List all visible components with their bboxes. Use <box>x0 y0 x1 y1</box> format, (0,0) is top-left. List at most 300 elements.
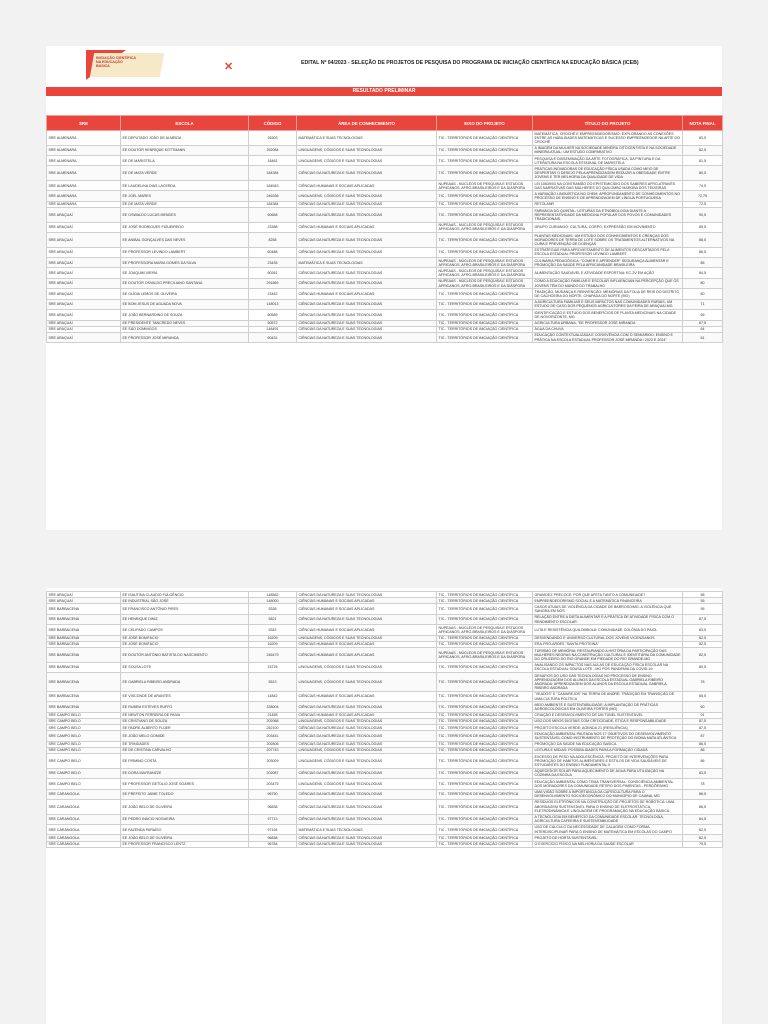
table-cell: 80 <box>683 278 723 288</box>
table-cell: 86,5 <box>683 233 723 248</box>
table-row <box>47 299 723 309</box>
table-cell: EE CELIPADO CAMPOS <box>121 625 249 635</box>
table-cell: TIC - TERRITÓRIOS DE INICIAÇÃO CIENTÍFICA <box>437 702 533 712</box>
table-cell: 72,5 <box>683 201 723 207</box>
table-cell: "VEADOS" E "CAMAREJOS" NA TERRA DE ANDRÉ: TRADIÇÃO EM TRANSIÇÃO DE UMA CULTURA POLÍTICA <box>533 691 683 701</box>
table-cell: 60572 <box>249 320 297 326</box>
table-cell: SRE ALMENARA <box>47 131 121 146</box>
table-cell: SRE ARAÇUAÍ <box>47 299 121 309</box>
table-cell: EE FIRMINO COSTA <box>121 754 249 769</box>
table-cell: CIÊNCIAS DA NATUREZA E SUAS TECNOLOGIAS <box>297 166 437 181</box>
table-cell: CIÊNCIAS DA NATUREZA E SUAS TECNOLOGIAS <box>297 208 437 223</box>
table-cell: CIÊNCIAS HUMANAS E SOCIAIS APLICADAS <box>297 222 437 232</box>
table-cell: 5513 <box>249 673 297 692</box>
table-cell: MATEMÁTICA E SUAS TECNOLOGIAS <box>297 258 437 268</box>
table-cell: A IMAGEM DA MULHER NA SOCIEDADE MINEIRA OITOCENTISTA E NA SOCIEDADE MINEIRA ATUAL: UM ESTUDO COMPARATIVO <box>533 145 683 155</box>
table-cell: 60261 <box>249 268 297 278</box>
table-cell: MEIO AMBIENTE E SUSTENTABILIDADE: A IMPLANTAÇÃO DE PRÁTICAS AGROECOLÓGICAS EM OLIVEIRA FORTES (MG) <box>533 702 683 712</box>
table-cell: TIC - TERRITÓRIOS DE INICIAÇÃO CIENTÍFICA <box>437 718 533 724</box>
table-cell: 60589 <box>249 310 297 320</box>
table-cell: 14842 <box>249 691 297 701</box>
table-cell: DESAFIOS DO USO DAS TECNOLOGIAS NO PROCESSO DE ENSINO APRENDIZAGEM DOS ALUNOS DA ESCOLA ESTADUAL GABRIELA RIBEIRO ANDRADA: APRENDIZAGEM DOS ALUNOS DA ESCOLA ESTADUAL GABRIELA RIBEIRO ANDRADA <box>533 673 683 692</box>
table-cell: COMO A EDUCAÇÃO FAMILIAR E ESCOLAR INFLUENCIAM NA PERCEPÇÃO QUE OS JOVENS TÊM DO MUNDO DO TRABALHO <box>533 278 683 288</box>
table-cell: CIÊNCIAS DA NATUREZA E SUAS TECNOLOGIAS <box>297 741 437 747</box>
table-cell: TIC - TERRITÓRIOS DE INICIAÇÃO CIENTÍFICA <box>437 635 533 641</box>
table-cell: SRE ALMENARA <box>47 156 121 166</box>
table-cell: TIC - TERRITÓRIOS DE INICIAÇÃO CIENTÍFICA <box>437 691 533 701</box>
table-cell: 90,5 <box>683 208 723 223</box>
table-cell: 86,5 <box>683 799 723 814</box>
table-cell: CIÊNCIAS DA NATUREZA E SUAS TECNOLOGIAS <box>297 332 437 342</box>
table-cell: LEI 10639/03 NA CONTRAMÃO DO EPISTEMICÍDIO DOS SABERES AFRO-ATRAVÉS DAS NARRATIVAS DAS MULHERES DO QUILOMBO MAROBA DOS TEIXEIRAS <box>533 181 683 191</box>
table-cell: TIC - TERRITÓRIOS DE INICIAÇÃO CIENTÍFICA <box>437 131 533 146</box>
table-cell: 18481 <box>249 156 297 166</box>
table-cell: 60658 <box>249 208 297 223</box>
table-cell: 246479 <box>249 648 297 663</box>
table-row <box>47 799 723 814</box>
table-cell: PLANTAS MEDICINAIS: UM ESTUDO DOS CONHECIMENTOS E CRENÇAS DOS MORADORES DE TERRA DE LOTE SOBRE OS TRATAMENTOS ALTERNATIVOS NA CURA E PREVENÇÃO DE DOENÇAS <box>533 233 683 248</box>
table-row <box>47 191 723 201</box>
table-cell: EE JOAQUIM VIEIRA <box>121 268 249 278</box>
table-cell: CIÊNCIAS DA NATUREZA E SUAS TECNOLOGIAS <box>297 201 437 207</box>
table-cell: SRE CAMPO BELO <box>47 768 121 778</box>
table-cell: TURISMO DE MEMÓRIA: RESTAURANDO A HISTÓRIA DA PARTICIPAÇÃO DAS MULHERES NEGRAS NA CONSTRUÇÃO CULTURAL E IDENTITÁRIA DA COMUNIDADE DO CRUZEIRO DO RIO GRANDE EM PIEDADE DO RIO GRANDE-MG <box>533 648 683 663</box>
table-cell: SRE CAMPO BELO <box>47 731 121 741</box>
table-cell: SRE ARAÇUAÍ <box>47 268 121 278</box>
table-cell: EE PROFESSOR LEVINDO LAMBERT <box>121 247 249 257</box>
table-cell: 82,5 <box>683 635 723 641</box>
table-row <box>47 145 723 155</box>
table-cell: RELAÇÃO ENTRE A DIETA ALIMENTAR E A PRÁTICA DE ATIVIDADE FÍSICA COM O RENDIMENTO ESCOLAR <box>533 614 683 624</box>
table-cell: CIÊNCIAS HUMANAS E SOCIAIS APLICADAS <box>297 289 437 299</box>
table-cell: EDUCAÇÃO AMBIENTAL PAUTADA NOS 17 OBJETIVOS DO DESENVOLVIMENTO SUSTENTÁVEL COMO INSTRUMENTO DE PROTEÇÃO DO BIOMA MATA ATLÂNTICA <box>533 731 683 741</box>
table-cell: TIC - TERRITÓRIOS DE INICIAÇÃO CIENTÍFICA <box>437 673 533 692</box>
table-cell: 84,5 <box>683 814 723 824</box>
table-cell: NUPEAAS - NÚCLEOS DE PESQUISA E ESTUDOS AFRICANOS, AFRO-BRASILEIROS E DA DIÁSPORA <box>437 648 533 663</box>
table-cell: SRE CAMPO BELO <box>47 747 121 753</box>
table-cell: 60431 <box>249 332 297 342</box>
table-cell: EE PEDRO INÁCIO NOGUEIRA <box>121 814 249 824</box>
table-cell: 184384 <box>249 201 297 207</box>
table-cell: EE DORA MAYRANZZE <box>121 768 249 778</box>
table-cell: TIC - TERRITÓRIOS DE INICIAÇÃO CIENTÍFICA <box>437 166 533 181</box>
table-cell: NUPEAAS - NÚCLEOS DE PESQUISA E ESTUDOS AFRICANOS, AFRO-BRASILEIROS E DA DIÁSPORA <box>437 268 533 278</box>
table-cell: NUPEAAS - NÚCLEOS DE PESQUISA E ESTUDOS AFRICANOS, AFRO-BRASILEIROS E DA DIÁSPORA <box>437 181 533 191</box>
table-cell: SRE ARAÇUAÍ <box>47 289 121 299</box>
table-cell: TIC - TERRITÓRIOS DE INICIAÇÃO CIENTÍFICA <box>437 233 533 248</box>
table-cell: 8258 <box>249 233 297 248</box>
table-cell: 21458 <box>249 712 297 718</box>
table-cell: EDUCAÇÃO CONTEXTUALIZADA E CONVIVÊNCIA COM O SEMIÁRIDO: ENSINO E PRÁTICA NA ESCOLA ESTADUAL PROFESSOR JOSÉ MIRANDA / 2023 E 2024" <box>533 332 683 342</box>
table-cell: 148582 <box>249 592 297 598</box>
table-cell: 5338 <box>249 604 297 614</box>
table-cell: 16209 <box>249 635 297 641</box>
table-cell: TIC - TERRITÓRIOS DE INICIAÇÃO CIENTÍFICA <box>437 326 533 332</box>
table-header-row <box>47 116 723 131</box>
table-cell: 96838 <box>249 799 297 814</box>
table-cell: LUTA E RESISTÊNCIA QUILOMBOLA: COMUNIDADE COLÔNIA DO PAIOL <box>533 625 683 635</box>
table-cell: EXCESSO DE PESO NA ADOLESCÊNCIA: PROJETO DE INTERVENÇÕES PARA PROMOÇÃO DE HÁBITOS ALIMENTARES E ESTILOS DE VIDA SAUDÁVEIS DE ESTUDANTES DO ENSINO FUNDAMENTAL II <box>533 754 683 769</box>
table-cell: EE VISCONDE DE ARANTES <box>121 691 249 701</box>
table-cell: TIC - TERRITÓRIOS DE INICIAÇÃO CIENTÍFICA <box>437 731 533 741</box>
table-cell: LEITURA E MÍDIAS: POSSIBILIDADES PARA A FORMAÇÃO CIDADÃ <box>533 747 683 753</box>
table-cell: NUPEAAS - NÚCLEOS DE PESQUISA E ESTUDOS AFRICANOS, AFRO-BRASILEIROS E DA DIÁSPORA <box>437 258 533 268</box>
table-cell: NUPEAAS - NÚCLEOS DE PESQUISA E ESTUDOS AFRICANOS, AFRO-BRASILEIROS E DA DIÁSPORA <box>437 625 533 635</box>
table-cell: 87,5 <box>683 725 723 731</box>
table-cell: PROJETO DE HORTA SUSTENTÁVEL <box>533 835 683 841</box>
table-row <box>47 824 723 834</box>
table-cell: 291869 <box>249 278 297 288</box>
table-cell: CIÊNCIAS DA NATUREZA E SUAS TECNOLOGIAS <box>297 310 437 320</box>
table-cell: A TECNOLOGIA EM BENEFÍCIO DA COMUNIDADE ESCOLAR: TECNOLOGIA, AGRICULTURA CAFEEIRA E SUSTENTABILIDADE <box>533 814 683 824</box>
table-cell: 5821 <box>249 614 297 624</box>
table-cell: CIÊNCIAS DA NATUREZA E SUAS TECNOLOGIAS <box>297 731 437 741</box>
table-cell: 69 <box>683 310 723 320</box>
table-cell: 89,5 <box>683 222 723 232</box>
table-cell: 202087 <box>249 768 297 778</box>
table-cell: 97194 <box>249 824 297 834</box>
table-row <box>47 289 723 299</box>
col-header: ESCOLA <box>121 116 249 131</box>
table-cell: EDUCAÇÃO AMBIENTAL COMO TEMA TRANSVERSAL: CONSCIÊNCIA AMBIENTAL DOS MORADORES DA COMUNIDADE RETIRO DOS PIMENTAS - PERDÕES/MG <box>533 779 683 789</box>
table-cell: TIC - TERRITÓRIOS DE INICIAÇÃO CIENTÍFICA <box>437 712 533 718</box>
table-cell: TIC - TERRITÓRIOS DE INICIAÇÃO CIENTÍFICA <box>437 841 533 847</box>
table-cell: LINGUAGENS, CÓDIGOS E SUAS TECNOLOGIAS <box>297 779 437 789</box>
table-cell: ANALISANDO OS IMPACTOS NAS AULAS DE EDUCAÇÃO FÍSICA ESCOLAR NA ESCOLA ESTADUAL SOUSA LOTE - MG PÓS PANDEMIA DA COVID-19 <box>533 662 683 672</box>
table-cell: SRE BARBACENA <box>47 662 121 672</box>
table-cell: 95 <box>683 604 723 614</box>
table-cell: CIÊNCIAS DA NATUREZA E SUAS TECNOLOGIAS <box>297 768 437 778</box>
results-table <box>46 115 723 343</box>
table-cell: TIC - TERRITÓRIOS DE INICIAÇÃO CIENTÍFICA <box>437 768 533 778</box>
table-cell: 83,5 <box>683 625 723 635</box>
table-cell: DESVENDANDO E UNIVERSO CULTURAL DOS JOVENS VICENZIANOS <box>533 635 683 641</box>
table-cell: LINGUAGENS, CÓDIGOS E SUAS TECNOLOGIAS <box>297 718 437 724</box>
table-cell: 97713 <box>249 814 297 824</box>
table-cell: ESTRATÉGIAS PARA APROVEITAMENTO DE ALIMENTOS DESCARTADOS PELA ESCOLA ESTADUAL PROFESSOR LEVINDO LAMBERT <box>533 247 683 257</box>
table-row <box>47 779 723 789</box>
table-cell: 55 <box>683 598 723 604</box>
table-cell: USO DE CÁLCULO DA NECESSIDADE DE CALAGEM COMO FORMA INTERDISCIPLINAR PARA O ENSINO DE MATEMÁTICA EM ESCOLAS DO CAMPO <box>533 824 683 834</box>
table-cell: EE PROFESSOR FRANCISCO LENTZ <box>121 841 249 847</box>
table-cell: ALIMENTAÇÃO SAUDÁVEL E ATIVIDADE ESPORTIVA: EC-2V EM AÇÃO <box>533 268 683 278</box>
table-cell: 207743 <box>249 747 297 753</box>
table-cell: 86,5 <box>683 247 723 257</box>
results-table-continued <box>46 591 723 848</box>
table-row <box>47 208 723 223</box>
table-cell: SRE ALMENARA <box>47 145 121 155</box>
table-cell: SRE ARAÇUAÍ <box>47 208 121 223</box>
table-cell: 58 <box>683 592 723 598</box>
table-cell: SRE CAMPO BELO <box>47 718 121 724</box>
table-cell: SRE BARBACENA <box>47 641 121 647</box>
table-row <box>47 702 723 712</box>
table-cell: 184384 <box>249 166 297 181</box>
table-cell: EE DEPUTADO JOÃO DE ALMEIDA <box>121 131 249 146</box>
table-cell: CIÊNCIAS DA NATUREZA E SUAS TECNOLOGIAS <box>297 725 437 731</box>
table-cell: 81,5 <box>683 156 723 166</box>
table-cell: EE JOSÉ BONIFÁCIO <box>121 641 249 647</box>
table-cell: TIC - TERRITÓRIOS DE INICIAÇÃO CIENTÍFICA <box>437 779 533 789</box>
table-cell: 15725 <box>249 662 297 672</box>
table-cell: EE SÃO DOMINGOS <box>121 326 249 332</box>
table-cell: 87 <box>683 731 723 741</box>
table-cell: MATEMÁTICA, CROCHÊ E EMPREENDEDORISMO: EXPLORANDO AS CONEXÕES ENTRE AS HABILIDADES MATEMÁTICAS E SUCESSO EMPREENDEDOR NA ARTE DO CROCHÊ <box>533 131 683 146</box>
table-row <box>47 310 723 320</box>
table-cell: SRE ALMENARA <box>47 166 121 181</box>
table-cell: 86 <box>683 747 723 753</box>
table-cell: EE INDUSTRIAL SÃO JOSÉ <box>121 598 249 604</box>
table-cell: EE ISAUTINA CLAUDIO FULGÊNCIO <box>121 592 249 598</box>
table-cell: CIÊNCIAS DA NATUREZA E SUAS TECNOLOGIAS <box>297 592 437 598</box>
table-cell: EE FAZENDA PARAÍSO <box>121 824 249 834</box>
table-cell: CIÊNCIAS HUMANAS E SOCIAIS APLICADAS <box>297 625 437 635</box>
table-row <box>47 814 723 824</box>
table-cell: TIC - TERRITÓRIOS DE INICIAÇÃO CIENTÍFICA <box>437 191 533 201</box>
table-cell: 148013 <box>249 299 297 309</box>
table-cell: SRE ALMENARA <box>47 201 121 207</box>
table-cell: SRE BARBACENA <box>47 702 121 712</box>
table-cell: LINGUAGENS, CÓDIGOS E SUAS TECNOLOGIAS <box>297 673 437 692</box>
table-cell: CIÊNCIAS HUMANAS E SOCIAIS APLICADAS <box>297 712 437 718</box>
col-header: NOTA FINAL <box>683 116 723 131</box>
table-cell: A AGRICULTURA FAMILIAR E SEUS IMPACTOS NAS COMUNIDADES RURAIS: UM ESTUDO DE CASO DOS PEQUENOS AGRICULTORES DA FEIRA DE ARAÇUAÍ-MG <box>533 299 683 309</box>
table-cell: CASOS ATUAIS DE VIOLÊNCIA DA CIDADE DE BARROSO/MG: A VIOLÊNCIA QUE SANGRA EM NÓS <box>533 604 683 614</box>
table-cell: LINGUAGENS, CÓDIGOS E SUAS TECNOLOGIAS <box>297 156 437 166</box>
table-cell: 252100 <box>249 725 297 731</box>
table-cell: RESÍDUOS ELETRÔNICOS NA CONSTRUÇÃO DE PROJETOS DE ROBÓTICA: UMA ABORDAGEM SUSTENTÁVEL PARA O ENSINO DE ELETROSTÁTICA, ELETRODINÂMICA E LINGUAGEM DE PROGRAMAÇÃO NA EDUCAÇÃO BÁSICA <box>533 799 683 814</box>
table-cell: NUPEAAS - NÚCLEOS DE PESQUISA E ESTUDOS AFRICANOS, AFRO-BRASILEIROS E DA DIÁSPORA <box>437 222 533 232</box>
table-cell: 80,5 <box>683 662 723 672</box>
table-row <box>47 156 723 166</box>
table-cell: EE FRANCISCO ANTÔNIO PIRES <box>121 604 249 614</box>
table-cell: TIC - TERRITÓRIOS DE INICIAÇÃO CIENTÍFICA <box>437 299 533 309</box>
table-cell: EE HENRIQUE DINIZ <box>121 614 249 624</box>
table-cell: TIC - TERRITÓRIOS DE INICIAÇÃO CIENTÍFICA <box>437 332 533 342</box>
table-row <box>47 731 723 741</box>
table-cell: SRE ARAÇUAÍ <box>47 310 121 320</box>
table-cell: SRE CARANGOLA <box>47 824 121 834</box>
table-cell: CULINÁRIA PEDAGÓGICA: "COMER E APRENDER" SEGURANÇA ALIMENTAR E PROMOÇÃO DA SAÚDE PELA AFRICANIDADE BRASILEIRA <box>533 258 683 268</box>
logo-mark-icon: ✕ <box>224 61 234 73</box>
table-cell: EE DE MATA VERDE <box>121 166 249 181</box>
table-cell: 87,5 <box>683 614 723 624</box>
table-cell: CIÊNCIAS DA NATUREZA E SUAS TECNOLOGIAS <box>297 702 437 712</box>
table-cell: CIÊNCIAS DA NATUREZA E SUAS TECNOLOGIAS <box>297 789 437 799</box>
table-cell: SRE ALMENARA <box>47 181 121 191</box>
table-cell: EMPREENDEDORISMO SOCIAL E A MATEMÁTICA FINANCEIRA <box>533 598 683 604</box>
table-cell: TIC - TERRITÓRIOS DE INICIAÇÃO CIENTÍFICA <box>437 320 533 326</box>
table-cell: SRE CAMPO BELO <box>47 754 121 769</box>
table-cell: 71 <box>683 299 723 309</box>
table-cell: PROJETO ESCOLA VERDE: AGENDA 21 (RESILIÊNCIA) <box>533 725 683 731</box>
table-cell: SRE ARAÇUAÍ <box>47 598 121 604</box>
table-cell: CIÊNCIAS DA NATUREZA E SUAS TECNOLOGIAS <box>297 233 437 248</box>
col-header: SRE <box>47 116 121 131</box>
table-cell: TIC - TERRITÓRIOS DE INICIAÇÃO CIENTÍFICA <box>437 201 533 207</box>
document-page-2 <box>46 588 722 1024</box>
table-cell: EE DE MATA VERDE <box>121 201 249 207</box>
table-cell: 23435 <box>249 258 297 268</box>
table-cell: EE BOM JESUS DE AGUADA NOVA <box>121 299 249 309</box>
table-cell: 96750 <box>249 789 297 799</box>
table-cell: EE PADRE ALBERTO FIJJER <box>121 725 249 731</box>
table-cell: 82,5 <box>683 145 723 155</box>
table-cell: 203475 <box>249 779 297 789</box>
table-cell: CIÊNCIAS DA NATUREZA E SUAS TECNOLOGIAS <box>297 326 437 332</box>
table-cell: EE JOSÉ BONIFÁCIO <box>121 635 249 641</box>
table-cell: 83,5 <box>683 768 723 778</box>
table-cell: CIÊNCIAS DA NATUREZA E SUAS TECNOLOGIAS <box>297 299 437 309</box>
table-cell: SRE BARBACENA <box>47 691 121 701</box>
table-cell: FARMÁCIA DO QUINTAL: LEITURAS DA ETNOBIOLOGIA DIANTE A REPRESENTATIVIDADE DA MEDICINA POPULAR DOS POVOS E COMUNIDADES TRADICIONAIS. <box>533 208 683 223</box>
table-cell: 86,5 <box>683 789 723 799</box>
table-cell: 16209 <box>249 641 297 647</box>
table-cell: IDENTIFICAÇÃO E ESTUDO DOS BENEFÍCIOS DE PLANTA MEDICINAIS NA CIDADE DE NOVORIZONTE, MG <box>533 310 683 320</box>
header-banner <box>46 46 722 86</box>
table-cell: 246336 <box>249 191 297 201</box>
table-cell: ERA-PRÓ-ARDES "SANTA PROTEINA" <box>533 641 683 647</box>
table-row <box>47 754 723 769</box>
table-cell: TIC - TERRITÓRIOS DE INICIAÇÃO CIENTÍFICA <box>437 662 533 672</box>
table-cell: 87,5 <box>683 718 723 724</box>
table-cell: UMA VISÃO SOBRE A IMPORTÂNCIA DA CAFEICULTURA PARA O DESENVOLVIMENTO SOCIOECONÔMICO DO MUNICÍPIO DE CAIANA, MG <box>533 789 683 799</box>
col-header: ÁREA DE CONHECIMENTO <box>297 116 437 131</box>
table-cell: TIC - TERRITÓRIOS DE INICIAÇÃO CIENTÍFICA <box>437 747 533 753</box>
table-cell: EE LAUDELINA DIAS LACERDA <box>121 181 249 191</box>
table-cell: ÁGUA DA CHUVA <box>533 326 683 332</box>
table-cell: NUPEAAS - NÚCLEOS DE PESQUISA E ESTUDOS AFRICANOS, AFRO-BRASILEIROS E DA DIÁSPORA <box>437 278 533 288</box>
table-row <box>47 614 723 624</box>
table-cell: TIC - TERRITÓRIOS DE INICIAÇÃO CIENTÍFICA <box>437 824 533 834</box>
table-cell: EE DOUTOR HENRIQUE KOTTMANN <box>121 145 249 155</box>
table-cell: EE OLÍDIA LEMOS DE OLIVEIRA <box>121 289 249 299</box>
table-cell: CRIAÇÃO E DESENVOLVIMENTO DE UM TÚNEL SUSTENTÁVEL <box>533 712 683 718</box>
table-cell: 203009 <box>249 754 297 769</box>
table-cell: SRE CARANGOLA <box>47 789 121 799</box>
table-cell: SRE BARBACENA <box>47 673 121 692</box>
table-row <box>47 768 723 778</box>
table-cell: EE DE CRISTINA CARVALHO <box>121 747 249 753</box>
table-cell: 91 <box>683 712 723 718</box>
table-cell: CIÊNCIAS HUMANAS E SOCIAIS APLICADAS <box>297 181 437 191</box>
table-cell: SRE CARANGOLA <box>47 841 121 847</box>
table-cell: TIC - TERRITÓRIOS DE INICIAÇÃO CIENTÍFICA <box>437 614 533 624</box>
table-cell: PROMOÇÃO DA SAÚDE NA EDUCAÇÃO BÁSICA <box>533 741 683 747</box>
table-cell: TIC - TERRITÓRIOS DE INICIAÇÃO CIENTÍFICA <box>437 289 533 299</box>
table-cell: SRE CARANGOLA <box>47 814 121 824</box>
table-cell: EE SOUSA LOTE <box>121 662 249 672</box>
table-row <box>47 691 723 701</box>
table-cell: AQUECEDOR SOLAR PARA AQUECIMENTO DE ÁGUA PARA UTILIZAÇÃO NA COZINHA DA ESCOLA <box>533 768 683 778</box>
table-cell: LINGUAGENS, CÓDIGOS E SUAS TECNOLOGIAS <box>297 145 437 155</box>
table-cell: 67,5 <box>683 320 723 326</box>
table-row <box>47 131 723 146</box>
table-cell: CIÊNCIAS DA NATUREZA E SUAS TECNOLOGIAS <box>297 278 437 288</box>
table-cell: 252084 <box>249 145 297 155</box>
program-logo: INICIAÇÃO CIENTÍFICA NA EDUCAÇÃO BÁSICA ✕ <box>86 50 204 80</box>
table-cell: CIÊNCIAS HUMANAS E SOCIAIS APLICADAS <box>297 598 437 604</box>
table-cell: SRE ARAÇUAÍ <box>47 222 121 232</box>
table-cell: GRAVIDEZ PRECOCE: POR QUE AFETA TANTO A COMUNIDADE? <box>533 592 683 598</box>
table-cell: 184543 <box>249 181 297 191</box>
table-cell: CIÊNCIAS HUMANAS E SOCIAIS APLICADAS <box>297 641 437 647</box>
table-cell: SRE CARANGOLA <box>47 835 121 841</box>
table-cell: SRE ARAÇUAÍ <box>47 592 121 598</box>
table-cell: 80 <box>683 289 723 299</box>
table-row <box>47 648 723 663</box>
table-cell: SRE CAMPO BELO <box>47 741 121 747</box>
table-cell: SRE CAMPO BELO <box>47 712 121 718</box>
table-cell: SRE ALMENARA <box>47 191 121 201</box>
table-cell: SRE BARBACENA <box>47 625 121 635</box>
table-cell: GRUPO CURIANGO: CULTURA, CORPO, EXPRESSÃO EM MOVIMENTO <box>533 222 683 232</box>
col-header: CÓDIGO <box>249 116 297 131</box>
table-cell: TIC - TERRITÓRIOS DE INICIAÇÃO CIENTÍFICA <box>437 145 533 155</box>
table-row <box>47 278 723 288</box>
table-cell: 5342 <box>249 625 297 635</box>
document-title: EDITAL Nº 04/2023 - SELEÇÃO DE PROJETOS DE PESQUISA DO PROGRAMA DE INICIAÇÃO CIENTÍFICA NA EDUCAÇÃO BÁSICA (ICEB) <box>301 60 639 66</box>
table-cell: EE PROFESSORA MARIA GOMES DA SILVA <box>121 258 249 268</box>
table-row <box>47 841 723 847</box>
table-cell: 148000 <box>249 598 297 604</box>
table-cell: SRE ARAÇUAÍ <box>47 247 121 257</box>
table-cell: 338004 <box>249 702 297 712</box>
table-cell: 202068 <box>249 718 297 724</box>
table-row <box>47 268 723 278</box>
table-cell: 85 <box>683 258 723 268</box>
table-cell: MATEMÁTICA E SUAS TECNOLOGIAS <box>297 131 437 146</box>
table-cell: TIC - TERRITÓRIOS DE INICIAÇÃO CIENTÍFICA <box>437 592 533 598</box>
table-cell: TIC - TERRITÓRIOS DE INICIAÇÃO CIENTÍFICA <box>437 310 533 320</box>
table-cell: EE RUBEM ESTEVES RUFFO <box>121 702 249 712</box>
table-cell: 78 <box>683 779 723 789</box>
table-cell: LINGUAGENS, CÓDIGOS E SUAS TECNOLOGIAS <box>297 747 437 753</box>
table-cell: 202806 <box>249 741 297 747</box>
table-cell: TIC - TERRITÓRIOS DE INICIAÇÃO CIENTÍFICA <box>437 754 533 769</box>
table-cell: SRE CAMPO BELO <box>47 725 121 731</box>
table-cell: TIC - TERRITÓRIOS DE INICIAÇÃO CIENTÍFICA <box>437 598 533 604</box>
table-cell: MATEMÁTICA E SUAS TECNOLOGIAS <box>297 824 437 834</box>
table-cell: SRE ARAÇUAÍ <box>47 278 121 288</box>
table-cell: CIÊNCIAS DA NATUREZA E SUAS TECNOLOGIAS <box>297 835 437 841</box>
table-cell: EE PREFEITO JAIME TOLEDO <box>121 789 249 799</box>
table-cell: SRE BARBACENA <box>47 635 121 641</box>
table-cell: A VARIAÇÃO LINGUÍSTICA NO CHEM: APROFUNDAMENTO DE CONHECIMENTOS NO PROCESSO DE ENSINO E DE APRENDIZAGEM DE LÍNGUA PORTUGUESA <box>533 191 683 201</box>
table-cell: CIÊNCIAS HUMANAS E SOCIAIS APLICADAS <box>297 648 437 663</box>
table-row <box>47 662 723 672</box>
table-cell: 74,5 <box>683 181 723 191</box>
table-cell: CIÊNCIAS HUMANAS E SOCIAIS APLICADAS <box>297 691 437 701</box>
table-cell: 60 <box>683 702 723 712</box>
table-cell: 86 <box>683 754 723 769</box>
table-cell: CIÊNCIAS DA NATUREZA E SUAS TECNOLOGIAS <box>297 614 437 624</box>
table-cell: EE PROFESSOR JOSÉ MIRANDA <box>121 332 249 342</box>
table-cell: EE JOÃO MELO GOMIDE <box>121 731 249 741</box>
table-cell: CIÊNCIAS HUMANAS E SOCIAIS APLICADAS <box>297 604 437 614</box>
table-cell: SRE ARAÇUAÍ <box>47 326 121 332</box>
table-cell: 96784 <box>249 841 297 847</box>
table-row <box>47 181 723 191</box>
table-cell: 60488 <box>249 247 297 257</box>
table-cell: CIÊNCIAS DA NATUREZA E SUAS TECNOLOGIAS <box>297 814 437 824</box>
table-cell: SRE BARBACENA <box>47 614 121 624</box>
table-cell: TIC - TERRITÓRIOS DE INICIAÇÃO CIENTÍFICA <box>437 814 533 824</box>
table-cell: TIC - TERRITÓRIOS DE INICIAÇÃO CIENTÍFICA <box>437 799 533 814</box>
table-cell: EE JOÃO BELO DE OLIVEIRA <box>121 799 249 814</box>
table-row <box>47 222 723 232</box>
table-cell: 23388 <box>249 222 297 232</box>
